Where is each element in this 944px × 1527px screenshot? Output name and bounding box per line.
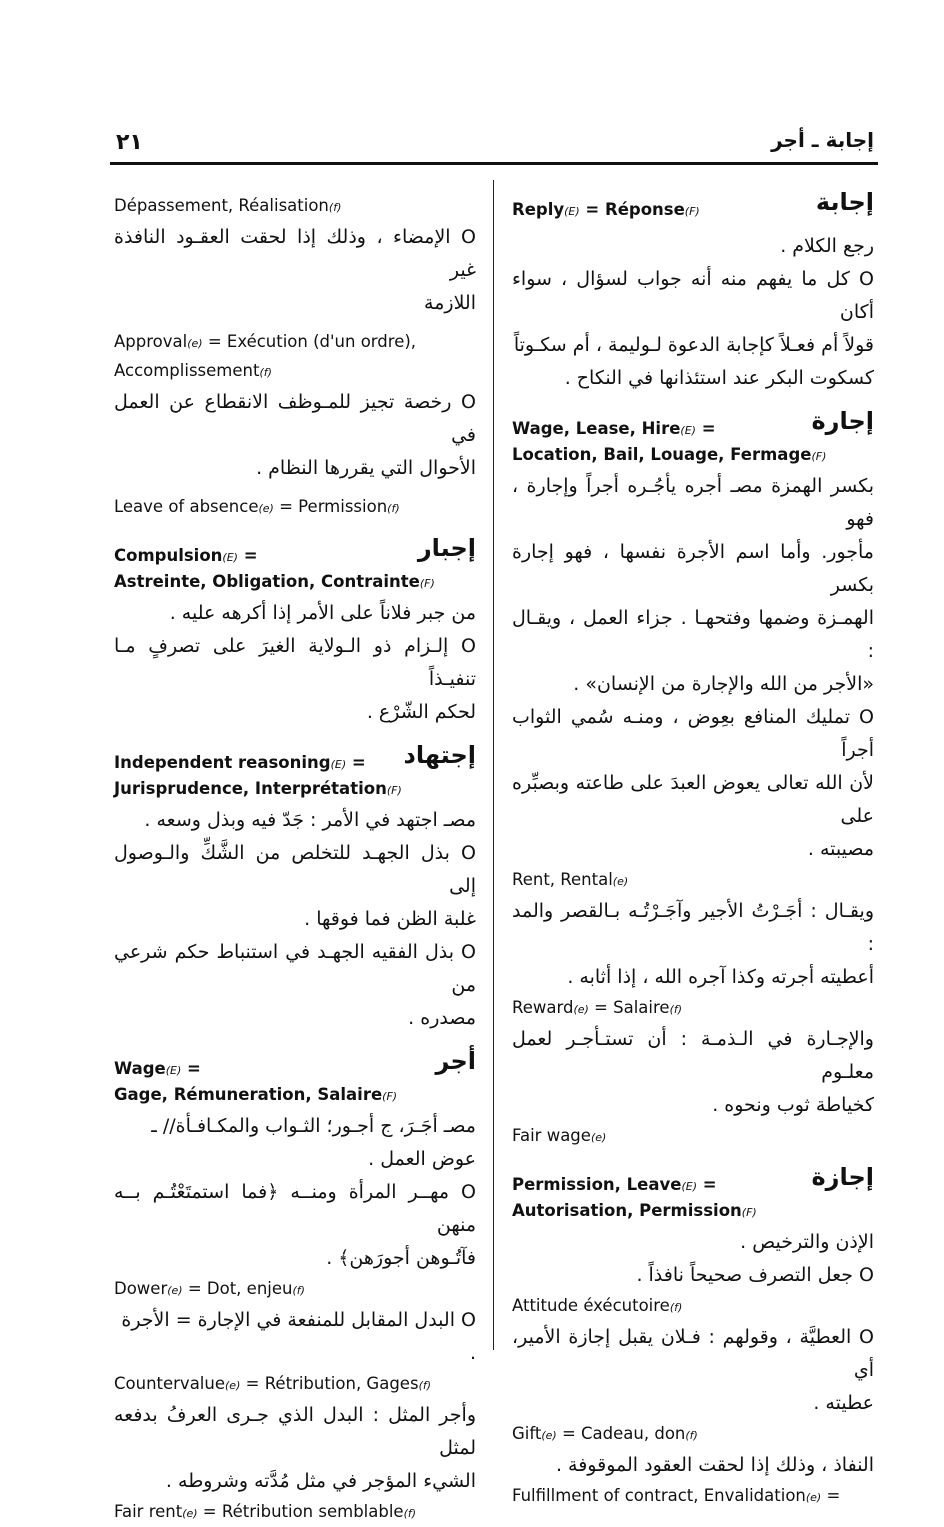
- definition-line: لأن الله تعالى يعوض العبدَ على طاعته وبصبِّره على: [512, 772, 874, 827]
- definition-line: وأجر المثل : البدل الذي جـرى العرفُ بدفعه لمثل: [114, 1404, 476, 1459]
- definition-line: O إلـزام ذو الـولاية الغيرَ على تصرفٍ مـا تنفيـذاً: [114, 635, 476, 690]
- definition-line: مصـ اجتهد في الأمر : جَدّ فيه وبذل وسعه .: [144, 809, 476, 831]
- lang-tag: (f): [685, 1429, 698, 1442]
- lang-tag: (E): [680, 424, 696, 437]
- lang-tag: (e): [805, 1491, 822, 1504]
- definition-line: مأجور. وأما اسم الأجرة نفسها ، فهو إجارة بكسر: [512, 541, 874, 596]
- translation-line: Reward(e) = Salaire(f): [512, 998, 683, 1017]
- definition-line: والإجـارة في الـذمـة : أن تستـأجـر لعمل معلـوم: [512, 1028, 874, 1083]
- term-eq: = Réponse: [579, 200, 685, 219]
- term-en: Compulsion: [114, 546, 223, 565]
- headword-ijaba: إجابة: [815, 188, 874, 216]
- lang-tag: (F): [811, 450, 827, 463]
- translation-line: Countervalue(e) = Rétribution, Gages(f): [114, 1374, 432, 1393]
- headword-ijbar: إجبار: [417, 534, 476, 562]
- translation-line: Approval(e) = Exécution (d'un ordre),: [114, 332, 417, 351]
- term-eq: =: [346, 753, 366, 772]
- page-header: [110, 128, 878, 162]
- definition-line: «الأجر من الله والإجارة من الإنسان» .: [573, 673, 874, 695]
- definition-line: كخياطة ثوب ونحوه .: [712, 1094, 874, 1116]
- running-title: إجابة ـ أجر: [771, 128, 874, 152]
- translation-line: Dower(e) = Dot, enjeu(f): [114, 1279, 305, 1298]
- lang-tag: (e): [167, 1284, 183, 1297]
- lang-tag: (f): [403, 1507, 417, 1520]
- definition-line: من جبر فلاناً على الأمر إذا أكرهه عليه .: [169, 602, 476, 624]
- definition-line: فآتُـوهن أجورَهن﴾ .: [326, 1247, 476, 1269]
- lang-tag: (f): [259, 366, 272, 379]
- lang-tag: (F): [741, 1206, 757, 1219]
- left-column: [114, 192, 476, 1527]
- lang-tag: (F): [386, 784, 402, 797]
- term-fr: Astreinte, Obligation, Contrainte(F): [114, 572, 435, 591]
- lang-tag: (e): [225, 1379, 241, 1392]
- definition-line: O تمليك المنافع بعِوض ، ومنـه سُمي الثواب أجراً: [512, 706, 874, 761]
- lang-tag: (f): [418, 1379, 432, 1392]
- entry-ijtihad-head: [114, 741, 476, 775]
- entry-ijaba-head: [512, 188, 874, 222]
- definition-line: الهمـزة وضمها وفتحهـا . جزاء العمل ، ويقـال :: [512, 607, 874, 662]
- entry-ijara-head: [512, 407, 874, 441]
- translation-line: Rent, Rental(e): [512, 870, 629, 889]
- definition-line: مصـ أجَـرَ، ج أجـور؛ الثـواب والمكـافـأة// ـ: [151, 1115, 476, 1137]
- translation-line: Attitude éxécutoire(f): [512, 1296, 683, 1315]
- definition-line: أعطيته أجرته وكذا آجره الله ، إذا أثابه .: [567, 966, 874, 988]
- definition-line: لحكم الشّرْع .: [366, 701, 476, 723]
- lang-tag: (F): [419, 577, 435, 590]
- translation-line: Accomplissement(f): [114, 361, 272, 380]
- lang-tag: (f): [292, 1284, 305, 1297]
- definition-line: عطيته .: [813, 1392, 874, 1414]
- definition-line: O الإمضاء ، وذلك إذا لحقت العقـود النافذة غير: [114, 226, 476, 281]
- term-fr: Location, Bail, Louage, Fermage(F): [512, 445, 827, 464]
- definition-line: الأحوال التي يقررها النظام .: [256, 457, 476, 479]
- translation-line: Dépassement, Réalisation(f): [114, 196, 342, 215]
- definition-line: الشيء المؤجر في مثل مُدَّته وشروطه .: [165, 1470, 476, 1492]
- headword-ijtihad: إجتهاد: [403, 741, 476, 769]
- column-divider: [493, 180, 494, 1350]
- definition-line: O جعل التصرف صحيحاً نافذاً .: [636, 1264, 874, 1286]
- definition-line: O رخصة تجيز للمـوظف الانقطاع عن العمل في: [114, 391, 476, 446]
- lang-tag: (f): [669, 1301, 683, 1314]
- definition-line: كسكوت البكر عند استئذانها في النكاح .: [564, 367, 874, 389]
- definition-line: قولاً أم فعـلاً كإجابة الدعوة لـوليمة ، أم سكـوتاً: [513, 334, 874, 356]
- definition-line: O بذل الفقيه الجهـد في استنباط حكم شرعي من: [114, 941, 476, 996]
- right-column: [512, 188, 874, 1511]
- translation-line: Fair wage(e): [512, 1126, 607, 1145]
- term-eq: =: [237, 546, 258, 565]
- term-en: Wage, Lease, Hire: [512, 419, 681, 438]
- lang-tag: (E): [330, 758, 347, 771]
- lang-tag: (E): [222, 551, 238, 564]
- definition-line: اللازمة: [424, 292, 476, 314]
- translation-line: Fulfillment of contract, Envalidation(e) =: [512, 1486, 841, 1505]
- entry-ijbar-head: [114, 534, 476, 568]
- definition-line: رجع الكلام .: [780, 235, 874, 257]
- term-fr: Jurisprudence, Interprétation(F): [114, 779, 402, 798]
- lang-tag: (E): [165, 1064, 182, 1077]
- translation-line: Leave of absence(e) = Permission(f): [114, 497, 400, 516]
- lang-tag: (f): [669, 1003, 683, 1016]
- definition-line: O مهــر المرأة ومنــه ﴿فما استمتَعْتُـم بــه منهن: [114, 1181, 476, 1236]
- definition-line: O بذل الجهـد للتخلص من الشَّكِّ والـوصول إلى: [114, 842, 476, 897]
- page-number: ٢١: [116, 130, 143, 155]
- term-fr: Autorisation, Permission(F): [512, 1201, 757, 1220]
- definition-line: O كل ما يفهم منه أنه جواب لسؤال ، سواء أكان: [512, 268, 874, 323]
- lang-tag: (f): [328, 201, 342, 214]
- lang-tag: (f): [387, 502, 400, 515]
- lang-tag: (e): [182, 1507, 198, 1520]
- definition-line: غلبة الظن فما فوقها .: [304, 908, 476, 930]
- definition-line: O العطيَّة ، وقولهم : فـلان يقبل إجازة الأمير، أي: [512, 1326, 874, 1381]
- translation-line: Gift(e) = Cadeau, don(f): [512, 1424, 698, 1443]
- lang-tag: (F): [382, 1090, 398, 1103]
- term-en: Reply: [512, 200, 565, 219]
- lang-tag: (E): [681, 1180, 697, 1193]
- lang-tag: (e): [612, 875, 629, 888]
- definition-line: الإذن والترخيص .: [740, 1231, 874, 1253]
- term-fr: Gage, Rémuneration, Salaire(F): [114, 1085, 398, 1104]
- definition-line: عوض العمل .: [368, 1148, 476, 1170]
- definition-line: مصدره .: [408, 1007, 476, 1029]
- term-eq: =: [695, 419, 716, 438]
- headword-ijara: إجارة: [811, 407, 874, 435]
- lang-tag: (F): [684, 205, 700, 218]
- term-en: Independent reasoning: [114, 753, 331, 772]
- definition-line: بكسر الهمزة مصـ أجره يأجُـره أجراً وإجارة ، فهو: [512, 475, 874, 530]
- headword-ajr: أجر: [435, 1047, 476, 1075]
- term-en: Wage: [114, 1059, 166, 1078]
- definition-line: ويقـال : أجَـرْتُ الأجير وآجَـرْتُـه بـالقصر والمد :: [512, 900, 874, 955]
- header-rule: [110, 162, 878, 165]
- lang-tag: (e): [590, 1131, 607, 1144]
- entry-ijaza-head: [512, 1163, 874, 1197]
- entry-ajr-head: [114, 1047, 476, 1081]
- term-eq: =: [181, 1059, 201, 1078]
- lang-tag: (e): [573, 1003, 589, 1016]
- lang-tag: (e): [541, 1429, 557, 1442]
- lang-tag: (e): [187, 337, 203, 350]
- lang-tag: (E): [564, 205, 580, 218]
- definition-line: O البدل المقابل للمنفعة في الإجارة = الأجرة .: [121, 1309, 476, 1364]
- definition-line: مصيبته .: [807, 838, 874, 860]
- term-en: Permission, Leave: [512, 1175, 682, 1194]
- headword-ijaza: إجازة: [811, 1163, 874, 1191]
- term-eq: =: [697, 1175, 717, 1194]
- translation-line: Fair rent(e) = Rétribution semblable(f): [114, 1502, 417, 1521]
- lang-tag: (e): [258, 502, 274, 515]
- definition-line: النفاذ ، وذلك إذا لحقت العقود الموقوفة .: [555, 1454, 874, 1476]
